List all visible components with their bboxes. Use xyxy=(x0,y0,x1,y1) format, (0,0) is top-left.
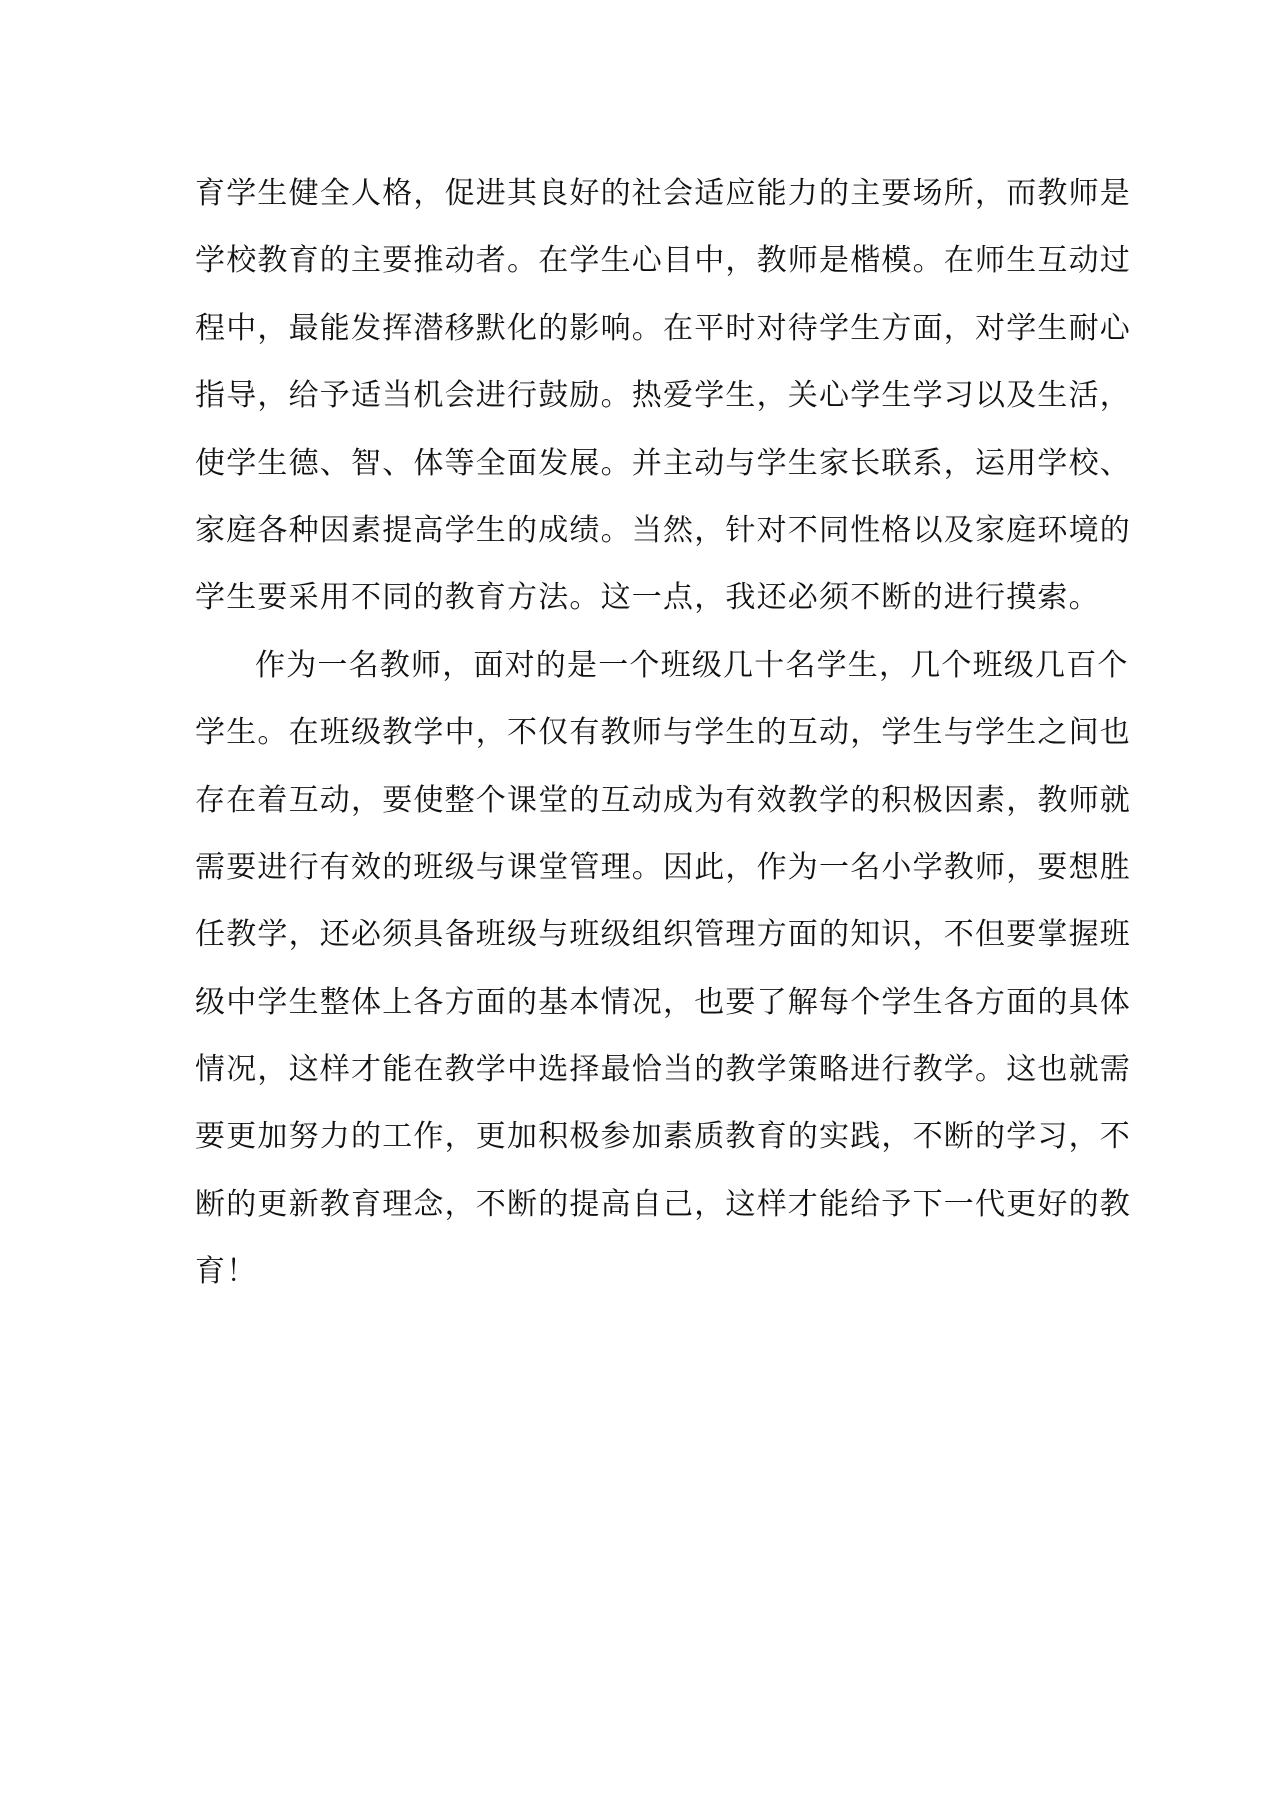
paragraph-1-line-2: 学校教育的主要推动者。在学生心目中，教师是楷模。在师生互动过 xyxy=(195,243,1131,279)
paragraph-2-line-1: 作为一名教师，面对的是一个班级几十名学生，几个班级几百个 xyxy=(255,647,1129,683)
paragraph-2-line-4: 需要进行有效的班级与课堂管理。因此，作为一名小学教师，要想胜 xyxy=(195,849,1131,885)
document-body xyxy=(195,160,1131,1306)
paragraph-2-line-8: 要更加努力的工作，更加积极参加素质教育的实践，不断的学习，不 xyxy=(195,1119,1131,1155)
paragraph-2-line-6: 级中学生整体上各方面的基本情况，也要了解每个学生各方面的具体 xyxy=(195,984,1131,1020)
paragraph-2-line-2: 学生。在班级教学中，不仅有教师与学生的互动，学生与学生之间也 xyxy=(195,715,1131,751)
paragraph-1-line-1: 育学生健全人格，促进其良好的社会适应能力的主要场所，而教师是 xyxy=(195,176,1131,211)
paragraph-1-line-3: 程中，最能发挥潜移默化的影响。在平时对待学生方面，对学生耐心 xyxy=(195,310,1131,346)
paragraph-2-line-3: 存在着互动，要使整个课堂的互动成为有效教学的积极因素，教师就 xyxy=(195,782,1131,818)
paragraph-2-line-5: 任教学，还必须具备班级与班级组织管理方面的知识，不但要掌握班 xyxy=(195,917,1131,953)
paragraph-1-line-7: 学生要采用不同的教育方法。这一点，我还必须不断的进行摸索。 xyxy=(195,580,1100,616)
paragraph-1-line-5: 使学生德、智、体等全面发展。并主动与学生家长联系，运用学校、 xyxy=(195,445,1131,481)
paragraph-1-line-6: 家庭各种因素提高学生的成绩。当然，针对不同性格以及家庭环境的 xyxy=(195,512,1131,548)
paragraph-2-line-9: 断的更新教育理念，不断的提高自己，这样才能给予下一代更好的教 xyxy=(195,1186,1131,1222)
paragraph-2-line-10: 育！ xyxy=(195,1254,258,1290)
paragraph-2-line-7: 情况，这样才能在教学中选择最恰当的教学策略进行教学。这也就需 xyxy=(195,1052,1131,1088)
paragraph-1-line-4: 指导，给予适当机会进行鼓励。热爱学生，关心学生学习以及生活， xyxy=(195,378,1131,414)
